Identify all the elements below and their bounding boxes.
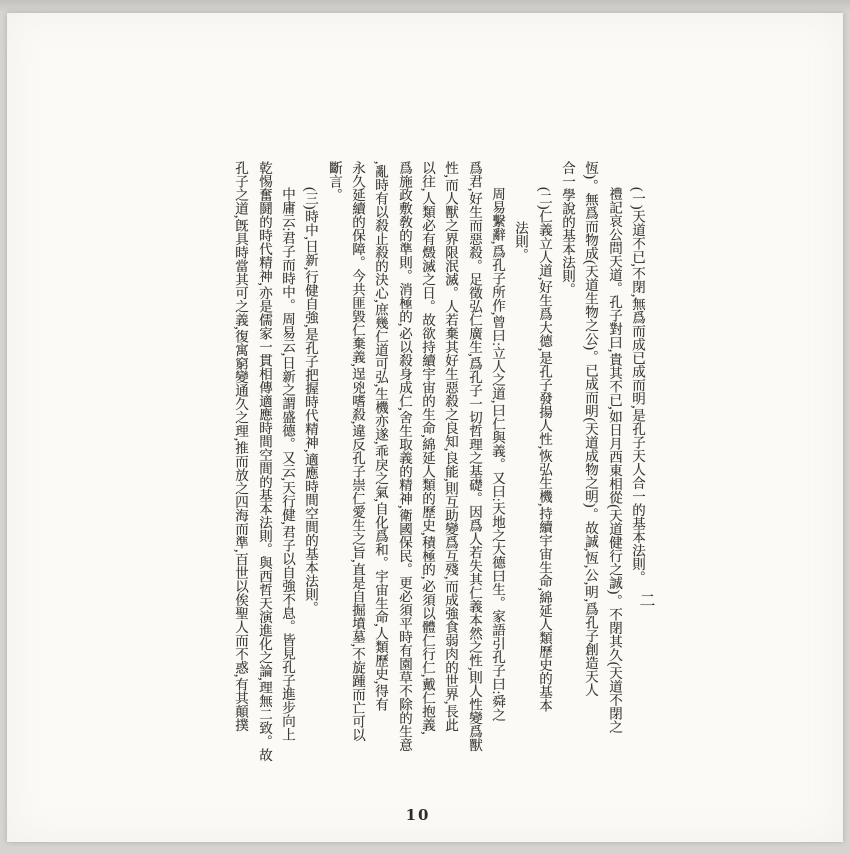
section-margin-marker: 二	[637, 592, 654, 609]
text-column: 爲君,好生而惡殺。足徵弘仁廣生,爲孔子一切哲理之基礎。因爲人若失其仁義本然之性,則人性變爲獸	[467, 161, 482, 752]
scan-top-edge	[0, 0, 850, 13]
text-column: 以往,人類必有燬滅之日。故欲持續宇宙的生命,綿延人類的歷史,積極的,必須以體仁行仁,戴仁抱義,	[420, 161, 435, 735]
text-column: ,亂時有以殺止殺的決心,庶幾仁道可弘,生機亦遂,乖戾之氣,自化爲和。宇宙生命,人類歷史,得有	[373, 161, 388, 712]
text-column: 孔子之道,旣具時當其可之義,復寓窮變通久之理,推而放之四海而準,百世以俟聖人而不惑,有其顛撲	[233, 161, 248, 732]
page	[7, 13, 843, 842]
text-block	[7, 161, 843, 793]
text-column: (一)天道不已,不閉,無爲而成已成而明,是孔子天人合一的基本法則。	[630, 187, 645, 585]
text-column: 恆)。無爲而物成(天道生物之公)。已成而明(天道成物之明)。故誠,恆,公,明,爲孔子創造天人	[583, 161, 598, 697]
text-column: 爲施政敷敎的準則。消極的,必以殺身成仁,舍生取義的精神,衛國保民。更必須平時有園草不除的生意	[397, 161, 412, 752]
text-column: 中庸云:君子而時中。周易云,日新之謂盛德。又云,天行健,君子以自強不息。皆見孔子進步向上	[280, 187, 295, 741]
text-column: (二)仁義立人道,好生爲大德,是孔子發揚人性,恢弘生機,持續宇宙生命,綿延人類歷史的基本	[537, 187, 552, 713]
text-column: (三)時中,日新,行健自強,是孔子把握時代精神,適應時間空間的基本法則。	[303, 187, 318, 615]
text-column: 周易繫辭,爲孔子所作,曾曰:立人之道,曰仁與義。又曰:天地之大德曰生。家語引孔子曰:舜之	[490, 187, 505, 722]
text-column: 永久延續的保障。今共匪毀仁棄義,逞兇嗜殺,違反孔子崇仁愛生之旨,直是自掘墳墓,不旋踵而亡可以	[350, 161, 365, 742]
text-column: 性,而人獸之界限泯滅。人若棄其好生惡殺之良知,良能,則互助變爲互殘,而成強食弱肉的世界,長此	[443, 161, 458, 732]
text-column: 斷言。	[327, 161, 342, 202]
text-column: 乾惕奮鬪的時代精神,亦是儒家一貫相傳適應時間空間的基本法則。與西哲天演進化之論,理無二致。故	[257, 161, 272, 762]
text-column: 禮記哀公問天道。孔子對曰,貴其不已,如日月西東相從(天道健行之誠)。不閉其久(天道不閉之	[607, 187, 622, 734]
text-column: 法則。	[513, 221, 528, 262]
page-number: 10	[405, 806, 431, 824]
text-column: 合一學說的基本法則。	[560, 161, 575, 296]
